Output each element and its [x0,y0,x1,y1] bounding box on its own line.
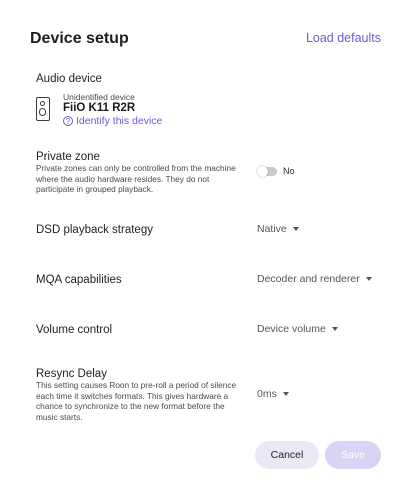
chevron-down-icon [366,277,372,281]
identify-device-link[interactable] [63,115,162,127]
chevron-down-icon [283,392,289,396]
dsd-value: Native [257,223,287,235]
resync-description-line: chance to synchronize to the new format before the [36,401,225,411]
device-status: Unidentified device [63,92,135,102]
save-button[interactable]: Save [325,441,381,469]
dialog-header [0,0,410,74]
volume-value: Device volume [257,323,326,335]
resync-title: Resync Delay [36,368,107,380]
private-zone-title: Private zone [36,151,100,163]
resync-description-line: This setting causes Roon to pre-roll a period of silence [36,380,237,390]
identify-device-label: Identify this device [76,115,163,127]
resync-description-line: each time it switches formats. This gives hardware a [36,390,229,401]
private-zone-description-line: where the audio hardware resides. They do not [36,173,210,184]
mqa-dropdown[interactable] [257,273,372,285]
dsd-dropdown[interactable] [257,223,299,235]
load-defaults-link[interactable]: Load defaults [305,31,381,45]
resync-value: 0ms [257,388,277,400]
volume-dropdown[interactable] [257,323,338,335]
cancel-button[interactable]: Cancel [255,441,319,469]
mqa-value: Decoder and renderer [257,273,360,285]
private-zone-toggle[interactable] [257,167,277,176]
private-zone-toggle-label: No [283,166,295,176]
toggle-knob [257,166,268,177]
audio-device-title: Audio device [36,73,102,85]
chevron-down-icon [332,327,338,331]
page-title: Device setup [30,30,129,47]
dsd-title: DSD playback strategy [36,224,153,236]
device-name: FiiO K11 R2R [63,102,136,114]
volume-title: Volume control [36,324,113,336]
resync-description-line: music starts. [36,411,83,422]
chevron-down-icon [293,227,299,231]
private-zone-description [36,163,236,195]
private-zone-description-line: Private zones can only be controlled from the machine [36,163,236,173]
private-zone-description-line: participate in grouped playback. [36,184,154,194]
resync-description [36,380,236,422]
resync-dropdown[interactable] [257,388,289,400]
speaker-icon [36,97,50,121]
mqa-title: MQA capabilities [36,274,122,286]
question-circle-icon: ? [63,116,73,126]
